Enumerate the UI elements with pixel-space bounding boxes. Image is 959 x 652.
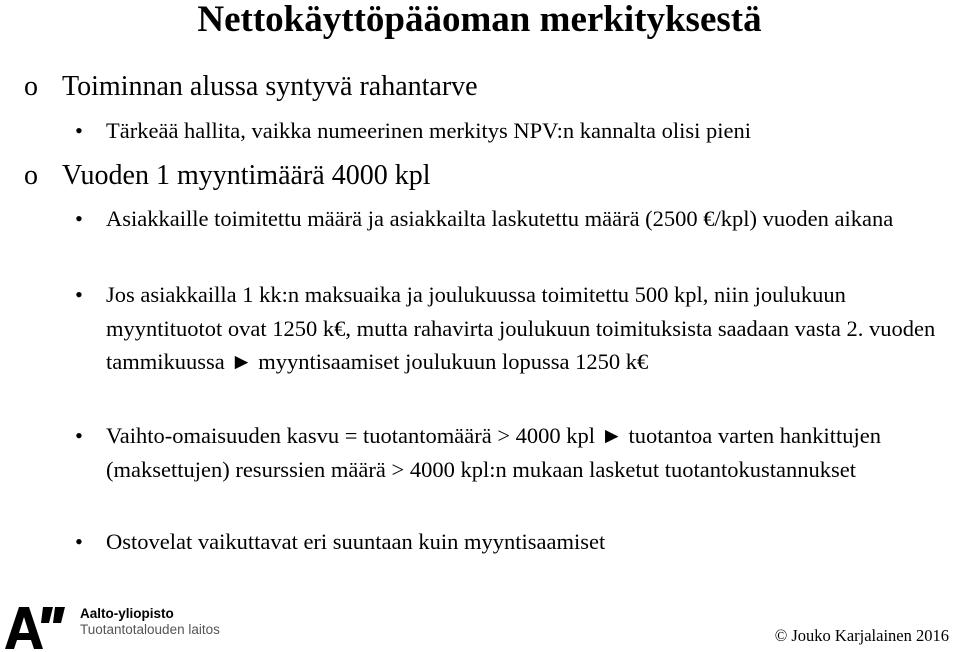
circle-bullet-icon: o <box>24 160 38 191</box>
bullet-dot-icon: • <box>75 118 83 143</box>
level2-item-text: Asiakkaille toimitettu määrä ja asiakkailta laskutettu määrä (2500 €/kpl) vuoden aikana <box>106 206 894 231</box>
level2-item-text: Ostovelat vaikuttavat eri suuntaan kuin myyntisaamiset <box>106 529 606 554</box>
level1-item-text: Vuoden 1 myyntimäärä 4000 kpl <box>62 160 431 191</box>
copyright-notice: © Jouko Karjalainen 2016 <box>774 626 949 645</box>
level1-item-text: Toiminnan alussa syntyvä rahantarve <box>62 71 478 102</box>
level2-item-text: Tärkeää hallita, vaikka numeerinen merkitys NPV:n kannalta olisi pieni <box>106 118 752 143</box>
circle-bullet-icon: o <box>24 71 38 102</box>
org-name: Aalto-yliopisto <box>80 606 174 621</box>
department-name: Tuotantotalouden laitos <box>80 622 220 637</box>
level2-item-text: Jos asiakkailla 1 kk:n maksuaika ja joulukuussa toimitettu 500 kpl, niin joulukuun myyntituotot ovat 1250 k€, mutta rahavirta joulukuun toimituksista saadaan vasta 2. vuoden tammikuussa ► myyntisaamiset joulukuun lopussa 1250 k€ <box>106 282 936 374</box>
level2-item-text: Vaihto-omaisuuden kasvu = tuotantomäärä > 4000 kpl ► tuotantoa varten hankittujen (maksettujen) resurssien määrä > 4000 kpl:n mukaan lasketut tuotantokustannukset <box>106 423 881 482</box>
bullet-dot-icon: • <box>75 529 83 554</box>
bullet-dot-icon: • <box>75 206 83 231</box>
aalto-logo-icon <box>5 603 67 649</box>
bullet-dot-icon: • <box>75 423 83 448</box>
footer-organization <box>80 606 220 638</box>
slide-title: Nettokäyttöpääoman merkityksestä <box>197 0 762 40</box>
bullet-dot-icon: • <box>75 282 83 307</box>
